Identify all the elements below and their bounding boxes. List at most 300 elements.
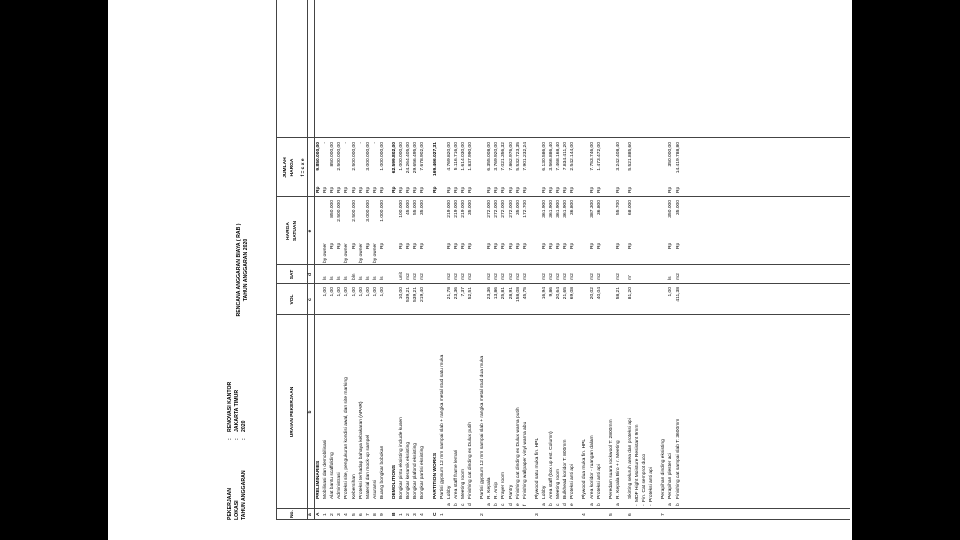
row-unit-price: 172.700 [522,200,528,218]
row-sub-letter: a [541,503,547,506]
row-currency-unit: Rp [420,242,426,249]
row-unit-price: 272.000 [487,200,493,218]
row-description: Lobby [541,485,547,499]
meta-value-pekerjaan: RENOVASI KANTOR [227,381,233,432]
table-row [330,0,337,520]
row-unit: m2 [460,273,466,280]
row-unit-price: 35.000 [515,200,521,215]
row-description: Bulkhead koridor T: 800mm [563,439,569,499]
row-volume: 13,86 [494,287,500,300]
row-unit-price: 36.800 [570,200,576,215]
meta-colon-2: : [234,438,240,440]
row-unit: ls [337,276,343,280]
row-volume: 69,08 [570,287,576,300]
row-total: 3.242.408,40 [615,142,621,171]
row-description: Meeting room [556,469,562,499]
table-row [359,0,366,520]
header-jumlah: JUMLAH [283,157,288,178]
row-currency-total: Rp [344,186,350,193]
table-row [628,0,635,520]
row-sub-letter: d [563,503,569,506]
table-row [582,0,589,520]
row-no: 4 [420,513,426,516]
row-no: 5 [351,513,357,516]
row-note: by owner [372,243,378,263]
row-description: Area staff (box up ext. Column) [549,431,554,499]
row-description: Plywood dua muka fin. HPL [582,438,588,499]
row-currency-total: Rp [453,186,459,193]
row-volume: 1,00 [330,287,336,297]
code-uraian: b [308,410,313,414]
row-volume: 411,38 [675,287,681,302]
row-volume: 7,37 [460,287,466,297]
row-currency-total: Rp [556,186,562,193]
row-currency-total: Rp [372,186,378,193]
row-description: R. Kepala [487,477,493,499]
meta-value-tahun: 2020 [241,420,247,432]
row-unit: m2 [596,273,602,280]
row-total: 29.656.495,00 [413,142,419,174]
row-unit: m2 [508,273,514,280]
row-description: Fin. Cat semprot duco [642,453,648,502]
row-currency-total: Rp [501,186,507,193]
row-total: 2.542.144,00 [570,142,576,171]
row-unit: ls [358,276,364,280]
row-unit-price: 55.000 [413,200,419,215]
row-currency-unit: Rp [668,242,674,249]
row-no: 1 [323,513,329,516]
header-harga: HARGA [286,222,291,240]
table-row [590,0,597,520]
row-unit-price: 36.800 [596,200,602,215]
row-no: 3 [534,513,540,516]
row-total: 5.521.885,60 [627,142,633,171]
row-no: 3 [413,513,419,516]
row-description: Proteksi anti api [649,467,655,502]
row-description: Skirting seluruh area dan proteksi api [627,418,633,499]
meta-colon-3: : [241,438,247,440]
row-unit-price: 100.000 [399,200,405,218]
row-currency-total: Rp [351,186,357,193]
row-unit: ls [668,276,674,280]
row-unit-price: 361.900 [556,200,562,218]
row-total: 6.130.586,00 [541,142,547,171]
code-sat: d [308,273,313,276]
table-row [501,0,508,520]
table-border-top [276,0,277,520]
row-total: 14.419.788,80 [675,142,681,174]
row-total: 7.862.976,00 [508,142,514,171]
row-unit: m2 [487,273,493,280]
row-unit: m' [627,274,633,280]
table-row [392,0,399,520]
row-no: 8 [372,513,378,516]
row-unit-price: 350.000 [668,200,674,218]
row-volume: 23,36 [453,287,459,300]
row-volume: 40,04 [596,287,602,300]
row-currency-total: Rp [668,186,674,193]
code-harga: e [308,229,313,233]
row-description: Area koridor - ruangan dalam [589,435,595,499]
table-row [406,0,413,520]
row-description: Meeting room [460,469,466,499]
row-unit: m2 [570,273,576,280]
row-unit: m2 [522,273,528,280]
row-currency-unit: Rp [468,242,473,249]
row-no: 9 [379,513,385,516]
row-unit: m2 [589,273,595,280]
row-description: Bongkar keramik eksisting [406,441,412,499]
row-volume: 158,08 [515,287,521,302]
row-volume: 1,00 [323,287,329,297]
table-row [468,0,475,520]
row-total: 4.769.820,00 [446,142,452,171]
header-code-divider [314,0,315,520]
row-total: 24.264.405,00 [406,142,412,174]
table-row [344,0,351,520]
row-currency-total: Rp [615,186,621,193]
row-description: Area staff frame lemari [453,449,459,499]
row-unit-price: 2.500.000 [337,200,343,222]
table-row [635,0,642,520]
row-unit: m2 [615,273,621,280]
row-total: - [344,142,350,144]
row-unit-price: 219.000 [460,200,466,218]
table-row [316,0,323,520]
table-row [413,0,420,520]
row-total: 2.500.000,00 [337,142,343,171]
row-currency-unit: Rp [365,242,371,249]
row-description: Alat bantu scaffolding [330,452,336,499]
row-currency-total: Rp [337,186,343,193]
row-currency-unit: Rp [570,242,576,249]
row-unit-price: 2.500.000 [351,200,357,222]
row-currency-unit: Rp [337,242,343,249]
row-unit: m2 [468,273,473,280]
row-currency-unit: Rp [615,242,621,249]
row-unit-price: 219.000 [446,200,452,218]
row-currency-unit: Rp [549,242,554,249]
row-bullet-dash: - [649,504,655,506]
row-no: 4 [582,513,588,516]
meta-label-tahun: TAHUN ANGGARAN [241,470,247,520]
row-volume: 1,00 [337,287,343,297]
row-unit-price: 272.000 [501,200,507,218]
row-sub-letter: f [522,504,528,506]
row-description: Bongkar plafond eksisting [413,442,419,499]
table-row [523,0,530,520]
row-currency-total: Rp [432,186,438,193]
row-sub-letter: e [515,503,521,506]
row-currency-unit: Rp [330,242,336,249]
row-total: 1.837.990,00 [468,142,473,171]
row-description: Prayer room [501,472,507,499]
row-total: 7.753.746,00 [589,142,595,171]
table-row [597,0,604,520]
row-currency-unit: Rp [399,242,405,249]
table-row [661,0,668,520]
row-total: 7.468.168,40 [556,142,562,171]
row-no: 6 [627,513,633,516]
header-jumlah-harga: HARGA [290,158,295,177]
table-row [535,0,542,520]
table-row [366,0,373,520]
row-currency-total: Rp [446,186,452,193]
row-unit: m2 [515,273,521,280]
row-unit: m2 [563,273,569,280]
row-currency-total: Rp [563,186,569,193]
row-currency-unit: Rp [563,242,569,249]
row-description: Kebersihan [351,474,357,499]
row-no: 6 [358,513,364,516]
document-header [108,0,268,540]
row-sub-letter: c [460,503,466,506]
row-currency-total: Rp [413,186,419,193]
row-currency-unit: Rp [351,242,357,249]
row-bullet-dash: - [635,504,640,506]
row-unit: m2 [420,273,426,280]
row-unit-price: 272.000 [494,200,500,218]
row-sub-letter: a [615,503,621,506]
row-currency-total: Rp [589,186,595,193]
table-row [323,0,330,520]
row-volume: 16,94 [541,287,547,300]
row-description: Peredam suara rockwool T: 2800mm [608,419,614,499]
row-total: 5.116.716,00 [453,142,459,171]
row-total: 1.614.030,00 [460,142,466,171]
row-currency-unit: Rp [406,242,412,249]
row-total: 1.000.000,00 [379,142,385,171]
row-description: R. Arsip [494,481,500,499]
table-row [609,0,616,520]
row-description: Bongkar pintu eksisting include kusen [399,417,405,499]
row-total: 62.599.802,00 [392,142,397,174]
row-sub-letter: b [596,503,602,506]
row-currency-total: Rp [330,186,336,193]
row-description: Lobby [446,485,452,499]
table-row [461,0,468,520]
row-currency-total: Rp [515,186,521,193]
row-currency-unit: Rp [541,242,547,249]
row-unit-price: 361.900 [549,200,554,218]
row-volume: 21,78 [446,287,452,300]
row-total: 7.834.411,20 [563,142,569,171]
row-currency-total: Rp [399,186,405,193]
meta-colon-1: : [227,438,233,440]
row-unit: m2 [446,273,452,280]
row-currency-unit: Rp [446,242,452,249]
row-sub-letter: b [494,503,500,506]
table-row [642,0,649,520]
row-no: 1 [399,513,405,516]
row-unit: m2 [453,273,459,280]
row-total: 3.566.886,40 [549,142,554,171]
table-row [433,0,440,520]
row-unit-price: 45.000 [406,200,412,215]
row-no: A [316,512,321,516]
row-currency-unit: Rp [453,242,459,249]
row-total: - [358,142,364,144]
row-unit: m2 [494,273,500,280]
row-currency-unit: Rp [522,242,528,249]
row-unit: m2 [675,273,681,280]
row-volume: 20,64 [556,287,562,300]
row-sub-letter: b [453,503,459,506]
row-description: PARTITION WORKS [432,452,438,499]
table-row [420,0,427,520]
row-unit: unit [399,272,405,280]
row-total: 850.000,00 [330,142,336,167]
table-row [352,0,359,520]
meta-value-lokasi: JAKARTA TIMUR [234,389,240,432]
table-row [509,0,516,520]
row-total: 6.355.008,00 [487,142,493,171]
row-description: Buang bongkar bobokan [379,445,385,499]
code-vol: c [308,298,313,301]
document-title: RENCANA ANGGARAN BIAYA ( RAB ) [236,223,242,317]
rab-table [276,0,850,520]
header-sat: SAT [290,269,295,280]
row-volume: 45,75 [522,287,528,300]
row-no: 7 [661,513,667,516]
row-sub-letter: a [487,503,493,506]
row-currency-total: Rp [365,186,371,193]
row-unit: m2 [541,273,547,280]
row-currency-unit: Rp [627,242,633,249]
row-description: Proteksi anti api [570,464,576,499]
code-no: a [308,513,313,516]
row-sub-letter: b [549,503,554,506]
row-unit-price: 35.000 [468,200,473,215]
row-description: Finishing wallpaper vinyl warna abu [522,421,528,499]
row-no: C [432,512,438,516]
row-sub-letter: a [446,503,452,506]
row-unit: ls [330,276,336,280]
row-bullet-dash: - [642,504,648,506]
row-description: Plywood satu muka fin. HPL [534,437,540,499]
row-sub-letter: b [675,503,681,506]
row-note: by owner [344,243,350,263]
rotated-page [108,0,852,540]
table-row [542,0,549,520]
row-volume: 1,00 [358,287,364,297]
row-unit-price: 272.000 [508,200,514,218]
row-description: Material dan mock-up sampel [365,434,371,499]
row-total: 3.769.920,00 [494,142,500,171]
meta-label-lokasi: LOKASI [234,500,240,520]
row-unit-price: 35.000 [675,200,681,215]
header-uraian: URAIAN PEKERJAAN [290,386,295,438]
row-description: Finishing cat dinding ex Dulux putih [468,422,473,499]
row-unit: m2 [549,273,554,280]
rab-sheet [108,0,852,540]
table-row [676,0,683,520]
table-row [454,0,461,520]
row-currency-total: Rp [508,186,514,193]
row-unit: ls [323,276,329,280]
row-volume: 1,00 [365,287,371,297]
row-sub-letter: c [501,503,507,506]
row-currency-total: Rp [570,186,576,193]
row-currency-unit: Rp [589,242,595,249]
row-total: 7.901.232,24 [522,142,528,171]
row-no: B [392,512,397,516]
row-volume: 1,00 [344,287,350,297]
table-row [549,0,556,520]
header-satuan: SATUAN [293,221,298,242]
row-unit-price: 361.900 [541,200,547,218]
table-row [516,0,523,520]
row-total: 169.466.027,31 [432,142,438,176]
row-unit-price: 387.300 [589,200,595,218]
table-row [649,0,656,520]
row-currency-unit: Rp [460,242,466,249]
row-volume: 9,86 [549,287,554,297]
row-description: MDF Hight Moisture Resistant 9mm [635,424,640,502]
row-description: Administrasi [337,472,343,499]
row-currency-unit: Rp [508,242,514,249]
row-volume: 1,00 [351,287,357,297]
row-volume: 539,21 [406,287,412,302]
row-unit: ls [365,276,371,280]
row-total: - [372,142,378,144]
row-unit-price: 35.000 [420,200,426,215]
row-unit-price: 68.000 [627,200,633,215]
row-description: Pantry [508,484,514,499]
row-total: 3.000.000,00 [365,142,371,171]
row-unit: ls [379,276,385,280]
row-currency-unit: Rp [515,242,521,249]
row-currency-total: Rp [468,186,473,193]
row-currency-total: Rp [420,186,426,193]
row-unit-price: 1.000.000 [379,200,385,222]
row-total: 1.000.000,00 [399,142,405,171]
row-description: Finishing cat sampai slab T: 3600mm [675,418,681,499]
row-no: 2 [330,513,336,516]
table-row [447,0,454,520]
row-currency-unit: Rp [675,242,681,249]
header-vol: VOL [290,294,295,305]
row-volume: 1,00 [379,287,385,297]
row-sub-letter: a [668,503,674,506]
row-description: R. Kepala Biro + r. Meeting [615,440,621,499]
row-currency-unit: Rp [501,242,507,249]
row-currency-unit: Rp [379,242,385,249]
row-unit: ls [372,276,378,280]
code-jumlah: f = c x e [301,158,306,177]
table-row [563,0,570,520]
row-description: Mobilisasi dan demobilisasi [323,439,329,499]
row-no: 2 [480,513,486,516]
row-no: 1 [439,513,445,516]
table-row [380,0,387,520]
row-currency-total: Rp [494,186,500,193]
row-no: 5 [608,513,614,516]
row-description: Proteksi site, pengukuran kondisi awal, dan site marking [344,377,350,499]
row-description: Proteksi anti api [596,464,602,499]
row-volume: 1,00 [668,287,674,297]
row-total: 7.678.902,00 [420,142,426,171]
row-total: 7.021.356,32 [501,142,507,171]
row-unit: m2 [556,273,562,280]
row-total: 2.500.000,00 [351,142,357,171]
table-row [570,0,577,520]
row-currency-unit: Rp [487,242,493,249]
row-sub-letter: a [589,503,595,506]
row-total: 9.850.000,00 [316,142,321,171]
row-currency-unit: Rp [494,242,500,249]
row-description: Finishing cat dinding ex Dulux warna putih [515,407,521,499]
